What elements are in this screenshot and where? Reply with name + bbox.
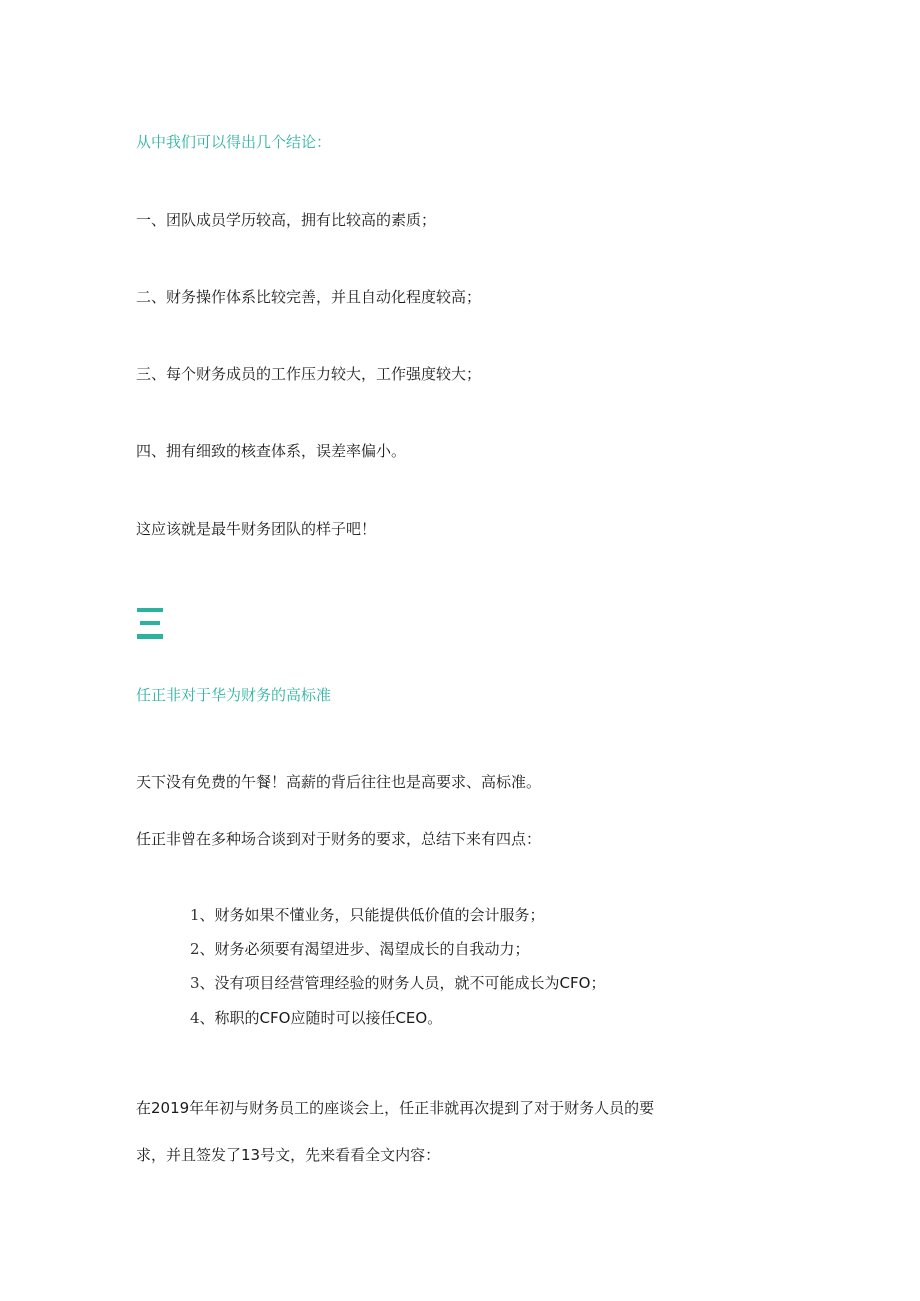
conclusion-item: 四、拥有细致的核查体系，误差率偏小。 xyxy=(136,442,407,460)
requirement-item xyxy=(190,939,530,959)
paragraph: 任正非曾在多种场合谈到对于财务的要求，总结下来有四点： xyxy=(136,830,542,848)
paragraph: 在2019年年初与财务员工的座谈会上，任正非就再次提到了对于财务人员的要 xyxy=(136,1099,655,1117)
requirement-text: 、没有项目经营管理经验的财务人员，就不可能成长为CFO； xyxy=(199,974,606,992)
section-title: 任正非对于华为财务的高标准 xyxy=(136,686,332,704)
closing-line: 这应该就是最牛财务团队的样子吧！ xyxy=(136,520,377,538)
requirement-item xyxy=(190,973,605,993)
requirement-number: 3 xyxy=(190,974,200,992)
requirement-number: 2 xyxy=(190,940,200,958)
requirement-item xyxy=(190,1008,442,1028)
paragraph: 天下没有免费的午餐！高薪的背后往往也是高要求、高标准。 xyxy=(136,773,542,791)
intro-heading: 从中我们可以得出几个结论： xyxy=(136,133,332,151)
conclusion-item: 一、团队成员学历较高，拥有比较高的素质； xyxy=(136,211,437,229)
conclusion-item: 二、财务操作体系比较完善，并且自动化程度较高； xyxy=(136,288,482,306)
requirement-number: 4 xyxy=(190,1009,200,1027)
requirement-text: 、称职的CFO应随时可以接任CEO。 xyxy=(199,1009,443,1027)
section-number-heading xyxy=(137,606,163,640)
requirement-item xyxy=(190,905,545,925)
conclusion-item: 三、每个财务成员的工作压力较大，工作强度较大； xyxy=(136,365,482,383)
paragraph: 求，并且签发了13号文，先来看看全文内容： xyxy=(136,1146,441,1164)
requirement-text: 、财务如果不懂业务，只能提供低价值的会计服务； xyxy=(199,906,545,924)
requirement-text: 、财务必须要有渴望进步、渴望成长的自我动力； xyxy=(199,940,530,958)
requirement-number: 1 xyxy=(190,906,200,924)
